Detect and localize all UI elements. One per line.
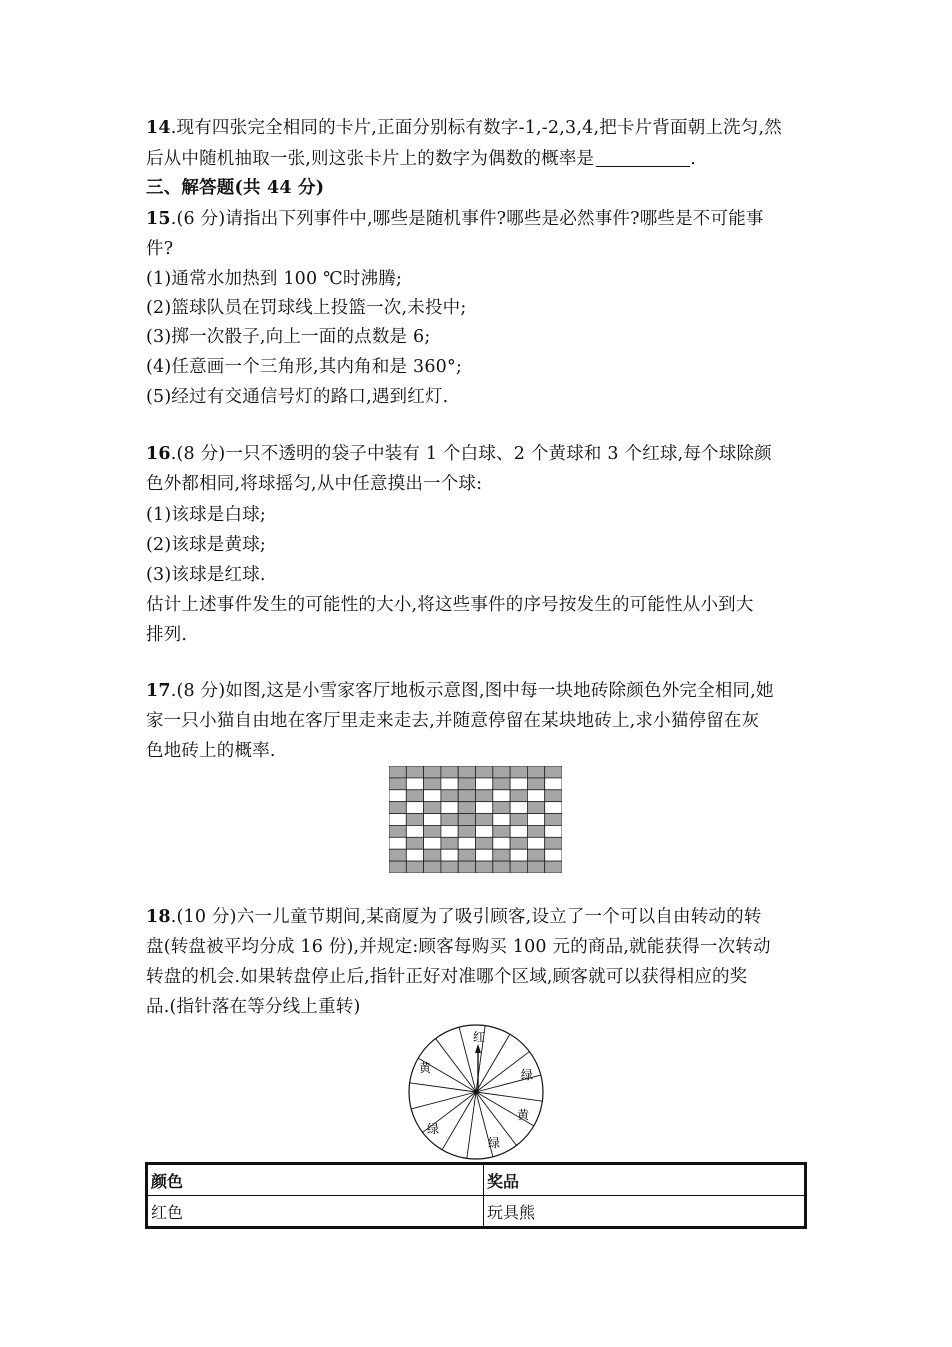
floor-tile-white [441,825,458,837]
floor-tile-gray [545,814,562,826]
q15-line1 [146,207,764,231]
floor-tile-gray [458,766,475,778]
floor-tile-gray [493,861,510,873]
cell-color: 红色 [147,1196,484,1228]
floor-tile-white [510,825,527,837]
floor-tile-gray [476,790,493,802]
floor-tile-white [510,778,527,790]
floor-tile-gray [389,849,406,861]
floor-tile-white [527,837,544,849]
q15-item-3: (3)掷一次骰子,向上一面的点数是 6; [146,327,431,347]
wheel-label-green-right: 绿 [520,1068,534,1082]
floor-tile-white [441,802,458,814]
floor-tile-gray [545,790,562,802]
floor-tile-gray [458,825,475,837]
floor-tile-white [389,814,406,826]
floor-tile-white [441,778,458,790]
floor-tile-white [424,837,441,849]
q18-line2: 盘(转盘被平均分成 16 份),并规定:顾客每购买 100 元的商品,就能获得一次转动 [146,937,771,957]
q16-text1: .(8 分)一只不透明的袋子中装有 1 个白球、2 个黄球和 3 个红球,每个球除颜 [170,444,772,464]
floor-tile-gray [441,837,458,849]
floor-tile-white [545,802,562,814]
floor-tile-white [389,837,406,849]
q15-number: 15 [146,209,171,229]
floor-tile-gray [510,861,527,873]
floor-tile-gray [441,766,458,778]
floor-tile-gray [424,802,441,814]
floor-tile-white [476,802,493,814]
q16-line6: 估计上述事件发生的可能性的大小,将这些事件的序号按发生的可能性从小到大 [146,595,754,615]
floor-tile-gray [545,766,562,778]
floor-tile-white [545,849,562,861]
q14-text2: 后从中随机抽取一张,则这张卡片上的数字为偶数的概率是 [146,149,595,169]
floor-tile-gray [389,766,406,778]
wheel-label-red-top: 红 [472,1030,486,1044]
q16-item-1: (1)该球是白球; [146,505,266,525]
floor-tile-gray [441,861,458,873]
q14-text1: .现有四张完全相同的卡片,正面分别标有数字-1,-2,3,4,把卡片背面朝上洗匀,然 [170,118,782,138]
floor-tile-gray [389,778,406,790]
header-prize: 奖品 [484,1164,806,1196]
floor-tile-gray [545,837,562,849]
floor-tile-gray [493,825,510,837]
table-header-row [147,1164,806,1196]
q15-text1: .(6 分)请指出下列事件中,哪些是随机事件?哪些是必然事件?哪些是不可能事 [170,209,764,229]
floor-tile-gray [458,790,475,802]
floor-tile-gray [510,790,527,802]
floor-tile-gray [406,861,423,873]
floor-tile-white [510,849,527,861]
q18-line1 [146,905,762,929]
floor-tile-white [493,837,510,849]
floor-tile-white [545,778,562,790]
floor-tile-gray [476,837,493,849]
floor-tile-gray [476,814,493,826]
floor-tile-gray [458,814,475,826]
floor-tile-gray [493,766,510,778]
q17-line2: 家一只小猫自由地在客厅里走来走去,并随意停留在某块地砖上,求小猫停留在灰 [146,711,760,731]
q15-item-5: (5)经过有交通信号灯的路口,遇到红灯. [146,387,449,407]
q18-text1: .(10 分)六一儿童节期间,某商厦为了吸引顾客,设立了一个可以自由转动的转 [170,907,762,927]
spinner-wheel [406,1022,546,1162]
floor-tile-gray [424,861,441,873]
floor-tile-gray [424,849,441,861]
floor-tile-gray [406,837,423,849]
wheel-label-yellow-right: 黄 [516,1108,530,1122]
header-color: 颜色 [147,1164,484,1196]
floor-tile-gray [424,825,441,837]
floor-tile-white [389,790,406,802]
q16-line2: 色外都相同,将球摇匀,从中任意摸出一个球: [146,474,483,494]
floor-tile-gray [476,766,493,778]
floor-tile-gray [493,849,510,861]
floor-tile-gray [389,825,406,837]
floor-tile-white [424,790,441,802]
q17-number: 17 [146,681,171,701]
q15-line2: 件? [146,239,174,259]
section3-heading: 三、解答题(共 44 分) [146,178,325,198]
q16-line1 [146,442,772,466]
q18-number: 18 [146,907,171,927]
answer-blank[interactable] [596,148,690,167]
floor-tile-gray [493,778,510,790]
floor-tile-white [476,778,493,790]
q15-item-1: (1)通常水加热到 100 ℃时沸腾; [146,269,403,289]
q18-line3: 转盘的机会.如果转盘停止后,指针正好对准哪个区域,顾客就可以获得相应的奖 [146,967,748,987]
floor-tile-white [406,778,423,790]
floor-tile-gray [527,825,544,837]
q14-line1 [146,116,782,140]
q16-number: 16 [146,444,171,464]
floor-tile-gray [545,861,562,873]
floor-tile-gray [527,849,544,861]
q15-item-4: (4)任意画一个三角形,其内角和是 360°; [146,357,463,377]
wheel-label-green-bottom: 绿 [487,1136,501,1150]
floor-tile-gray [458,778,475,790]
q17-line3: 色地砖上的概率. [146,741,276,761]
floor-tile-gray [510,814,527,826]
floor-tile-gray [527,861,544,873]
floor-tile-white [527,814,544,826]
floor-tile-gray [406,814,423,826]
q14-line2 [146,147,696,171]
floor-tile-white [527,790,544,802]
floor-tile-white [406,825,423,837]
floor-tile-gray [389,861,406,873]
floor-tile-white [476,849,493,861]
floor-tile-white [424,814,441,826]
floor-tile-white [441,849,458,861]
table-row [147,1196,806,1228]
floor-tile-gray [441,790,458,802]
floor-tile-gray [458,802,475,814]
floor-tile-gray [476,861,493,873]
q17-line1 [146,679,774,703]
floor-tile-diagram [389,766,562,873]
wheel-label-yellow-left: 黄 [418,1061,432,1075]
prize-table [145,1162,807,1229]
q14-text2-end: . [690,149,697,169]
q16-item-2: (2)该球是黄球; [146,535,266,555]
q14-number: 14 [146,118,171,138]
cell-prize: 玩具熊 [484,1196,806,1228]
floor-tile-white [406,849,423,861]
floor-tile-gray [441,814,458,826]
q18-line4: 品.(指针落在等分线上重转) [146,997,361,1017]
floor-tile-gray [527,778,544,790]
q16-item-3: (3)该球是红球. [146,565,266,585]
q16-line7: 排列. [146,625,188,645]
floor-tile-white [493,814,510,826]
floor-tile-gray [458,849,475,861]
wheel-label-green-lower-left: 绿 [426,1122,440,1136]
floor-tile-white [458,837,475,849]
floor-tile-gray [493,802,510,814]
q17-text1: .(8 分)如图,这是小雪家客厅地板示意图,图中每一块地砖除颜色外完全相同,她 [170,681,774,701]
floor-tile-gray [458,861,475,873]
floor-tile-gray [527,766,544,778]
floor-tile-gray [527,802,544,814]
floor-tile-gray [406,790,423,802]
floor-tile-gray [424,766,441,778]
floor-tile-white [493,790,510,802]
floor-tile-white [510,802,527,814]
q15-item-2: (2)篮球队员在罚球线上投篮一次,未投中; [146,298,467,318]
floor-tile-white [545,825,562,837]
floor-tile-gray [424,778,441,790]
floor-tile-gray [406,766,423,778]
floor-tile-gray [389,802,406,814]
floor-tile-gray [510,766,527,778]
floor-tile-white [476,825,493,837]
floor-tile-white [406,802,423,814]
floor-tile-gray [510,837,527,849]
